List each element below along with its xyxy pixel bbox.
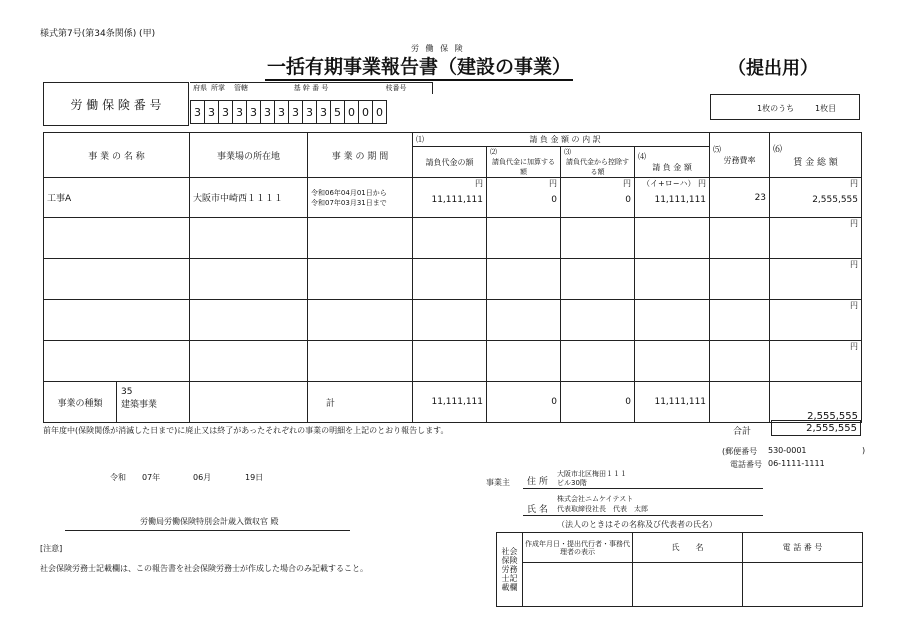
unit-yen: 円 — [850, 260, 859, 269]
header-branch-number: 枝番号 — [385, 84, 407, 92]
col-contract — [413, 147, 487, 178]
grand-total: 2,555,555 — [771, 420, 861, 436]
copy-label: （提出用） — [728, 58, 818, 79]
unit-yen: 円 — [623, 179, 631, 188]
header-base-number: 基 幹 番 号 — [293, 84, 329, 92]
address-underline — [523, 488, 763, 489]
title-ruby: 労 働 保 険 — [411, 44, 465, 53]
unit-yen: 円 — [850, 179, 859, 188]
col-add-label: 請負代金に加算する額 — [492, 158, 555, 176]
employer-address — [557, 470, 627, 488]
sum-deduct: 0 — [561, 382, 635, 423]
insurance-number-label: 労 働 保 険 番 号 — [43, 82, 189, 126]
form-number: 様式第7号(第34条関係) (甲) — [40, 29, 156, 39]
wage-total — [770, 178, 862, 218]
project-table — [43, 132, 862, 423]
agent-side-label: 社会保険労務士記載欄 — [497, 533, 523, 607]
agent-col-phone: 電 話 番 号 — [743, 533, 863, 563]
labor-rate: 23 — [710, 178, 770, 218]
postal-code: 530-0001 — [768, 446, 807, 455]
contract-amount — [413, 178, 487, 218]
table-row — [44, 259, 862, 300]
insurance-digit: 3 — [289, 101, 303, 124]
sheet-total-label: 1枚のうち — [757, 104, 795, 113]
deduct-amount — [561, 178, 635, 218]
agent-col-name: 氏 名 — [633, 533, 743, 563]
grand-total-label: 合計 — [733, 427, 752, 437]
table-row — [44, 218, 862, 259]
address-line2: ビル30階 — [557, 479, 587, 487]
page-title: 一括有期事業報告書（建設の事業） — [265, 52, 573, 81]
date-year: 07年 — [142, 473, 161, 482]
project-period — [308, 178, 413, 218]
addressee: 労働局労働保険特別会計歳入徴収官 殿 — [140, 517, 279, 526]
insurance-digit: 3 — [303, 101, 317, 124]
header-jurisdiction: 所掌 — [211, 84, 225, 92]
unit-yen: 円 — [850, 219, 859, 228]
table-row — [44, 178, 862, 218]
representative: 代表取締役社長 代表 太郎 — [557, 505, 648, 513]
company-name: 株式会社ニムケイテスト — [557, 495, 634, 503]
insurance-digit: 3 — [191, 101, 205, 124]
address-label: 住 所 — [527, 477, 548, 487]
date-month: 06月 — [193, 473, 212, 482]
contract-value: 11,111,111 — [431, 195, 483, 205]
sheet-current: 1枚目 — [815, 104, 837, 113]
col-add-mark: ⑵ — [490, 148, 497, 156]
insurance-digit: 3 — [275, 101, 289, 124]
wage-value: 2,555,555 — [812, 195, 859, 205]
business-type-value — [117, 382, 161, 422]
col-labor-rate — [710, 133, 770, 178]
business-type-name: 建築事業 — [121, 400, 158, 410]
unit-yen: 円 — [475, 179, 483, 188]
col-period: 事 業 の 期 間 — [308, 133, 413, 178]
sum-contract: 11,111,111 — [413, 382, 487, 423]
header-office: 管轄 — [234, 84, 248, 92]
amount-value: 11,111,111 — [654, 195, 707, 205]
col-wage-mark: ⑹ — [773, 145, 783, 155]
insurance-number-headers — [190, 82, 433, 94]
col-location: 事業場の所在地 — [190, 133, 308, 178]
col-breakdown — [413, 133, 710, 147]
insurance-digit: 5 — [331, 101, 345, 124]
addressee-underline — [65, 530, 350, 531]
insurance-digit: 3 — [247, 101, 261, 124]
sum-wage: 2,555,555 — [770, 382, 862, 423]
business-type — [44, 382, 190, 423]
date-era: 令和 — [110, 473, 126, 482]
col-amount — [635, 147, 710, 178]
employer-note: （法人のときはその名称及び代表者の氏名） — [557, 520, 717, 529]
col-wage-total — [770, 133, 862, 178]
unit-yen: 円 — [850, 301, 859, 310]
col-breakdown-label: 請 負 金 額 の 内 訳 — [529, 135, 601, 144]
col-add — [487, 147, 561, 178]
unit-yen: 円 — [850, 342, 859, 351]
unit-thousand: （イ+ロ−ハ） 円 — [642, 179, 707, 188]
insurance-digit: 0 — [373, 101, 387, 124]
totals-row — [44, 382, 862, 423]
insurance-digit: 3 — [219, 101, 233, 124]
name-underline — [523, 515, 763, 516]
unit-yen: 円 — [549, 179, 557, 188]
date-day: 19日 — [245, 473, 264, 482]
project-location: 大阪市中崎西１１１１ — [190, 178, 308, 218]
sum-label: 計 — [308, 382, 413, 423]
col-contract-label: 請負代金の額 — [425, 157, 474, 167]
sum-amount: 11,111,111 — [635, 382, 710, 423]
col-breakdown-mark: ⑴ — [416, 135, 424, 144]
agent-table — [496, 532, 863, 607]
period-from: 令和06年04月01日から — [311, 188, 387, 197]
amount — [635, 178, 710, 218]
employer-name — [557, 494, 648, 514]
insurance-digit: 0 — [359, 101, 373, 124]
notes-text: 社会保険労務士記載欄は、この報告書を社会保険労務士が作成した場合のみ記載すること。 — [40, 564, 368, 573]
add-amount — [487, 178, 561, 218]
postal-label: (郵便番号 — [722, 447, 758, 456]
declaration-text: 前年度中(保険関係が消滅した日まで)に廃止又は終了があったそれぞれの事業の明細を上記のとおり報告します。 — [43, 426, 449, 435]
col-deduct — [561, 147, 635, 178]
postal-close: ) — [862, 446, 866, 455]
agent-col-date: 作成年月日・提出代行者・事務代理者の表示 — [523, 533, 633, 563]
col-amount-mark: ⑷ — [638, 152, 646, 161]
employer-label: 事業主 — [486, 478, 510, 487]
project-name: 工事A — [44, 178, 190, 218]
insurance-digit: 3 — [317, 101, 331, 124]
insurance-digit: 3 — [205, 101, 219, 124]
col-labor-label: 労務費率 — [723, 156, 756, 165]
table-row — [44, 300, 862, 341]
col-labor-mark: ⑸ — [713, 145, 722, 154]
sheet-count-box — [710, 94, 860, 120]
add-value: 0 — [551, 195, 557, 205]
insurance-digit: 3 — [261, 101, 275, 124]
table-row — [44, 341, 862, 382]
col-amount-label: 請 負 金 額 — [652, 163, 692, 172]
insurance-digit: 3 — [233, 101, 247, 124]
insurance-digit: 0 — [345, 101, 359, 124]
sum-add: 0 — [487, 382, 561, 423]
col-deduct-label: 請負代金から控除する額 — [566, 158, 629, 176]
col-deduct-mark: ⑶ — [564, 148, 571, 156]
header-prefecture: 府県 — [193, 84, 207, 92]
notes-label: [注意] — [40, 544, 63, 553]
period-to: 令和07年03月31日まで — [311, 198, 387, 207]
address-line1: 大阪市北区梅田１１１ — [557, 470, 627, 478]
phone-number: 06-1111-1111 — [768, 459, 825, 468]
business-type-label: 事業の種類 — [44, 382, 117, 422]
phone-label: 電話番号 — [730, 460, 762, 469]
name-label: 氏 名 — [527, 505, 548, 515]
col-wage-label: 賃 金 総 額 — [793, 158, 838, 168]
insurance-number-digits — [190, 100, 387, 124]
business-type-code: 35 — [121, 387, 133, 397]
deduct-value: 0 — [625, 195, 631, 205]
col-project-name: 事 業 の 名 称 — [44, 133, 190, 178]
